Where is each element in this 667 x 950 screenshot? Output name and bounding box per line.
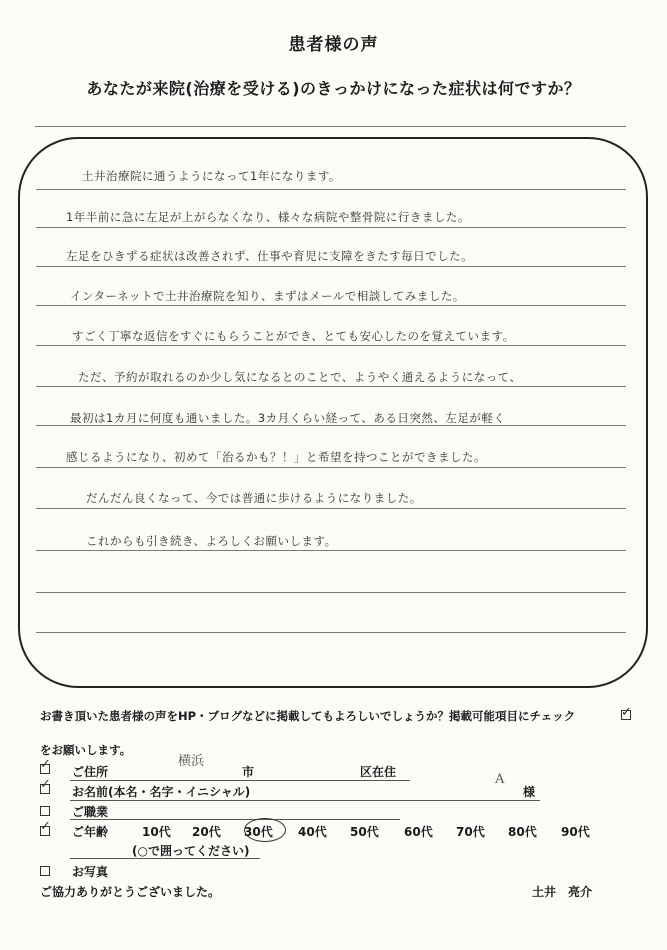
age-underline [70,858,260,859]
age-option[interactable]: 20代 [192,825,221,839]
page-question: あなたが来院(治療を受ける)のきっかけになった症状は何ですか？ [86,79,581,98]
thanks-text: ご協力ありがとうございました。 [40,885,221,899]
comment-line: これからも引き続き、よろしくお願いします。 [86,534,337,548]
comment-line: 土井治療院に通うようになって1年になります。 [82,169,341,183]
age-note: (○で囲ってください) [132,844,250,858]
ruled-line [36,467,626,468]
photo-label: お写真 [72,865,109,879]
comment-line: ただ、予約が取れるのか少し気になるとのことで、ようやく通えるようになって、 [78,370,522,384]
age-option[interactable]: 30代 [244,825,273,839]
address-value: 横浜 [178,754,205,769]
ruled-line [36,508,626,509]
ruled-line [36,386,626,387]
name-underline [70,800,540,801]
age-option[interactable]: 40代 [298,825,327,839]
age-option[interactable]: 10代 [142,825,171,839]
address-label: ご住所 [72,765,109,779]
address-underline [70,780,410,781]
age-circle-icon [244,818,286,842]
name-suffix: 様 [523,785,536,799]
top-rule [35,126,626,127]
job-label: ご職業 [72,805,109,819]
age-option[interactable]: 80代 [508,825,537,839]
ruled-line [36,189,626,190]
job-underline [70,819,400,820]
comment-line: だんだん良くなって、今では普通に歩けるようになりました。 [86,491,422,505]
age-label: ご年齢 [72,825,109,839]
page-title: 患者様の声 [288,35,379,55]
age-option[interactable]: 70代 [456,825,485,839]
comment-line: 最初は1カ月に何度も通いました。3カ月くらい経って、ある日突然、左足が軽く [70,411,506,425]
address-check-mark-icon: ✓ [40,757,51,772]
age-option[interactable]: 60代 [404,825,433,839]
ruled-line [36,632,626,633]
age-option[interactable]: 50代 [350,825,379,839]
comment-line: 左足をひきずる症状は改善されず、仕事や育児に支障をきたす毎日でした。 [66,249,474,263]
ruled-line [36,592,626,593]
comment-line: インターネットで土井治療院を知り、まずはメールで相談してみました。 [70,289,465,303]
name-check-mark-icon: ✓ [40,777,51,792]
consent-text-2: をお願いします。 [40,743,132,757]
job-checkbox[interactable] [40,806,50,816]
comment-line: すごく丁寧な返信をすぐにもらうことができ、とても安心したのを覚えています。 [72,329,515,343]
comment-line: 感じるようになり、初めて「治るかも？！」と希望を持つことができました。 [66,450,486,464]
comment-line: 1年半前に急に左足が上がらなくなり、様々な病院や整骨院に行きました。 [66,210,470,224]
ruled-line [36,227,626,228]
consent-text-1: お書き頂いた患者様の声をHP・ブログなどに掲載してもよろしいでしょうか？掲載可能項目にチェック [40,709,576,723]
address-city-label: 市 [242,765,255,779]
consent-check-mark-icon: ✓ [621,705,632,720]
name-label: お名前(本名・名字・イニシャル) [72,785,251,799]
ruled-line [36,550,626,551]
age-check-mark-icon: ✓ [40,819,51,834]
name-value: A [495,772,505,787]
signature: 土井 亮介 [532,885,593,899]
address-ward-label: 区在住 [360,765,397,779]
ruled-line [36,305,626,306]
photo-checkbox[interactable] [40,866,50,876]
ruled-line [36,266,626,267]
ruled-line [36,345,626,346]
age-option[interactable]: 90代 [561,825,590,839]
